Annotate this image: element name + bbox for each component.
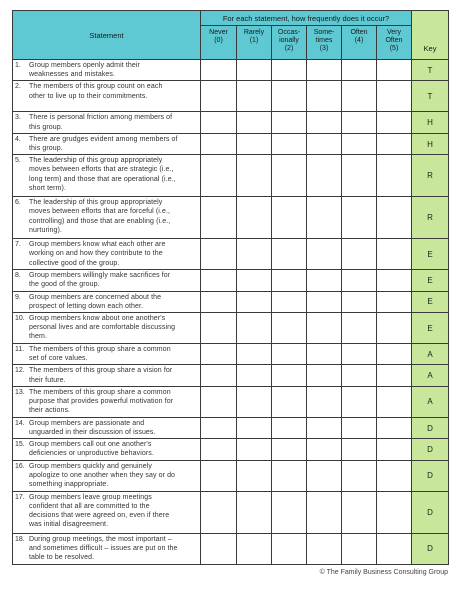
frequency-label: Some- times [313,29,335,44]
rating-cell-4[interactable] [342,386,377,417]
statement-cell [13,313,201,344]
rating-cell-0[interactable] [201,133,237,154]
rating-cell-5[interactable] [377,155,412,197]
statement-text: Group members leave group meetings confident that all are committed to the decisions that were agreed on, even if there was initial disagreement. [29,493,170,529]
table-row [13,81,449,112]
key-cell: E [412,291,449,312]
rating-cell-0[interactable] [201,533,237,564]
statement-text: Group members quickly and genuinely apologize to one another when they say or do something inappropriate. [29,462,176,489]
rating-cell-2[interactable] [272,239,307,270]
rating-cell-0[interactable] [201,270,237,291]
rating-cell-2[interactable] [272,417,307,438]
statement-number: 9. [15,293,21,301]
rating-cell-3[interactable] [307,60,342,81]
rating-cell-2[interactable] [272,386,307,417]
rating-cell-1[interactable] [237,60,272,81]
rating-cell-3[interactable] [307,460,342,491]
rating-cell-4[interactable] [342,365,377,386]
statement-cell [13,365,201,386]
rating-cell-5[interactable] [377,460,412,491]
table-row [13,155,449,197]
rating-cell-4[interactable] [342,197,377,239]
rating-cell-5[interactable] [377,239,412,270]
rating-cell-2[interactable] [272,155,307,197]
statement-cell [13,460,201,491]
table-row [13,439,449,460]
rating-cell-2[interactable] [272,133,307,154]
rating-cell-4[interactable] [342,155,377,197]
rating-cell-4[interactable] [342,460,377,491]
rating-cell-2[interactable] [272,197,307,239]
statement-text: There are grudges evident among members of this group. [29,135,178,153]
rating-cell-1[interactable] [237,417,272,438]
table-row [13,239,449,270]
rating-cell-1[interactable] [237,533,272,564]
rating-cell-1[interactable] [237,313,272,344]
key-cell: A [412,344,449,365]
rating-cell-2[interactable] [272,112,307,133]
statement-cell [13,133,201,154]
rating-cell-2[interactable] [272,60,307,81]
statement-number: 8. [15,272,21,280]
rating-cell-2[interactable] [272,439,307,460]
statement-text: Group members are passionate and unguarded in their discussion of issues. [29,419,156,437]
frequency-header-4 [342,26,377,60]
rating-cell-4[interactable] [342,60,377,81]
rating-cell-2[interactable] [272,344,307,365]
key-cell: D [412,417,449,438]
statement-header: Statement [13,11,201,60]
rating-cell-3[interactable] [307,365,342,386]
key-cell: T [412,60,449,81]
rating-cell-5[interactable] [377,60,412,81]
rating-cell-1[interactable] [237,460,272,491]
rating-cell-2[interactable] [272,313,307,344]
rating-cell-1[interactable] [237,81,272,112]
rating-cell-3[interactable] [307,133,342,154]
statement-cell [13,197,201,239]
statement-text: The leadership of this group appropriately moves between efforts that are strategic (i.e., long term) and those that are operational (i.e., short term). [29,157,176,192]
rating-cell-3[interactable] [307,239,342,270]
rating-cell-5[interactable] [377,112,412,133]
frequency-score: (1) [249,37,259,44]
rating-cell-5[interactable] [377,533,412,564]
rating-cell-4[interactable] [342,491,377,533]
statement-text: There is personal friction among members of this group. [29,114,173,131]
statement-number: 13. [15,388,25,396]
statement-number: 11. [15,346,25,354]
rating-cell-1[interactable] [237,155,272,197]
copyright-footer: © The Family Business Consulting Group [319,569,448,576]
statement-text: The members of this group share a common purpose that provides powerful motivation for their actions. [29,388,174,415]
key-cell: D [412,439,449,460]
statement-text: Group members call out one another's deficiencies or unproductive behaviors. [29,441,154,458]
rating-cell-2[interactable] [272,365,307,386]
table-row [13,197,449,239]
rating-cell-1[interactable] [237,197,272,239]
rating-cell-1[interactable] [237,365,272,386]
statement-cell [13,439,201,460]
rating-cell-1[interactable] [237,239,272,270]
table-row [13,460,449,491]
frequency-label: Very Often [385,29,403,44]
frequency-label: Never [209,29,228,36]
statement-text: During group meetings, the most important – and sometimes difficult – issues are put on the table to be resolved. [29,535,178,562]
rating-cell-0[interactable] [201,291,237,312]
key-cell: A [412,365,449,386]
rating-cell-2[interactable] [272,291,307,312]
rating-cell-4[interactable] [342,81,377,112]
rating-cell-1[interactable] [237,344,272,365]
table-row [13,344,449,365]
table-row [13,291,449,312]
rating-cell-3[interactable] [307,491,342,533]
rating-cell-4[interactable] [342,133,377,154]
rating-cell-0[interactable] [201,417,237,438]
rating-cell-1[interactable] [237,386,272,417]
rating-cell-0[interactable] [201,155,237,197]
key-cell: A [412,386,449,417]
frequency-group-header: For each statement, how frequently does it occur? [201,11,412,26]
key-cell: E [412,313,449,344]
assessment-sheet [12,10,448,576]
statement-number: 4. [15,135,21,143]
rating-cell-1[interactable] [237,439,272,460]
frequency-label: Rarely [243,29,265,36]
key-cell: T [412,81,449,112]
rating-cell-3[interactable] [307,112,342,133]
statement-number: 7. [15,241,21,249]
rating-cell-3[interactable] [307,155,342,197]
statement-text: Group members willingly make sacrifices for the good of the group. [29,272,171,289]
rating-cell-5[interactable] [377,81,412,112]
rating-cell-1[interactable] [237,491,272,533]
statement-cell [13,239,201,270]
rating-cell-0[interactable] [201,197,237,239]
statement-number: 10. [15,315,25,323]
frequency-score: (4) [354,37,364,44]
statement-cell [13,270,201,291]
rating-cell-0[interactable] [201,313,237,344]
key-cell: D [412,460,449,491]
rating-cell-2[interactable] [272,533,307,564]
rating-cell-5[interactable] [377,417,412,438]
rating-cell-0[interactable] [201,81,237,112]
statement-cell [13,155,201,197]
rating-cell-5[interactable] [377,439,412,460]
table-row [13,386,449,417]
statement-number: 2. [15,83,21,91]
frequency-label: Occas- ionally [277,29,301,44]
key-cell: E [412,239,449,270]
statement-number: 15. [15,441,25,449]
statement-number: 12. [15,367,25,375]
rating-cell-3[interactable] [307,270,342,291]
statement-number: 6. [15,199,21,207]
rating-cell-3[interactable] [307,533,342,564]
key-cell: H [412,112,449,133]
statement-cell [13,81,201,112]
statement-text: The members of this group share a common set of core values. [29,346,171,363]
statement-number: 18. [15,535,25,543]
rating-cell-0[interactable] [201,386,237,417]
table-row [13,417,449,438]
rating-cell-4[interactable] [342,439,377,460]
rating-cell-3[interactable] [307,386,342,417]
statement-number: 16. [15,462,25,470]
table-row [13,133,449,154]
statement-text: Group members openly admit their weaknesses and mistakes. [29,62,140,79]
key-header: Key [412,11,449,60]
rating-cell-1[interactable] [237,133,272,154]
rating-cell-0[interactable] [201,460,237,491]
statement-text: The leadership of this group appropriately moves between efforts that are forceful (i.e., controlling) and those that are enabling (i.e., nurturing). [29,199,171,234]
statement-text: Group members know about one another's personal lives and are comfortable discussing them. [29,315,176,341]
frequency-score: (5) [389,45,399,52]
frequency-score: (0) [214,37,223,44]
rating-cell-4[interactable] [342,417,377,438]
rating-cell-4[interactable] [342,239,377,270]
rating-cell-2[interactable] [272,81,307,112]
rating-cell-3[interactable] [307,344,342,365]
statement-text: The members of this group count on each other to live up to their commitments. [29,83,163,100]
rating-cell-4[interactable] [342,112,377,133]
rating-cell-0[interactable] [201,112,237,133]
key-cell: R [412,197,449,239]
statement-cell [13,386,201,417]
table-row [13,112,449,133]
rating-cell-5[interactable] [377,491,412,533]
frequency-header-2 [272,26,307,60]
rating-cell-0[interactable] [201,344,237,365]
statement-number: 5. [15,157,21,165]
rating-cell-5[interactable] [377,386,412,417]
rating-cell-5[interactable] [377,365,412,386]
statement-cell [13,533,201,564]
frequency-header-3 [307,26,342,60]
rating-cell-0[interactable] [201,60,237,81]
rating-cell-3[interactable] [307,291,342,312]
key-cell: D [412,491,449,533]
frequency-score: (2) [284,45,294,52]
statement-cell [13,417,201,438]
key-cell: D [412,533,449,564]
rating-cell-3[interactable] [307,197,342,239]
rating-cell-0[interactable] [201,365,237,386]
rating-cell-1[interactable] [237,270,272,291]
statement-number: 3. [15,114,21,122]
rating-cell-5[interactable] [377,344,412,365]
rating-cell-0[interactable] [201,439,237,460]
frequency-header-1 [237,26,272,60]
rating-cell-1[interactable] [237,112,272,133]
statement-number: 17. [15,493,25,501]
rating-cell-5[interactable] [377,313,412,344]
rating-cell-1[interactable] [237,291,272,312]
statement-cell [13,491,201,533]
key-cell: E [412,270,449,291]
key-cell: H [412,133,449,154]
rating-cell-5[interactable] [377,197,412,239]
key-cell: R [412,155,449,197]
frequency-score: (3) [319,45,329,52]
rating-cell-3[interactable] [307,417,342,438]
statement-cell [13,344,201,365]
rating-cell-5[interactable] [377,291,412,312]
statement-text: Group members are concerned about the prospect of letting down each other. [29,293,162,310]
rating-cell-0[interactable] [201,239,237,270]
assessment-table [12,10,449,565]
rating-cell-2[interactable] [272,460,307,491]
statement-number: 1. [15,62,21,69]
rating-cell-2[interactable] [272,491,307,533]
rating-cell-4[interactable] [342,533,377,564]
statement-cell [13,60,201,81]
statement-number: 14. [15,419,25,427]
rating-cell-3[interactable] [307,439,342,460]
rating-cell-4[interactable] [342,270,377,291]
table-row [13,60,449,81]
rating-cell-5[interactable] [377,133,412,154]
statement-text: Group members know what each other are working on and how they contribute to the collective good of the group. [29,241,166,267]
rating-cell-3[interactable] [307,81,342,112]
frequency-header-0 [201,26,237,60]
frequency-label: Often [350,29,368,36]
rating-cell-4[interactable] [342,313,377,344]
table-row [13,491,449,533]
rating-cell-5[interactable] [377,270,412,291]
statement-text: The members of this group share a vision for their future. [29,367,173,384]
rating-cell-0[interactable] [201,491,237,533]
statement-cell [13,291,201,312]
rating-cell-4[interactable] [342,344,377,365]
table-row [13,365,449,386]
rating-cell-4[interactable] [342,291,377,312]
rating-cell-3[interactable] [307,313,342,344]
table-row [13,533,449,564]
table-row [13,313,449,344]
table-row [13,270,449,291]
statement-cell [13,112,201,133]
rating-cell-2[interactable] [272,270,307,291]
frequency-header-5 [377,26,412,60]
